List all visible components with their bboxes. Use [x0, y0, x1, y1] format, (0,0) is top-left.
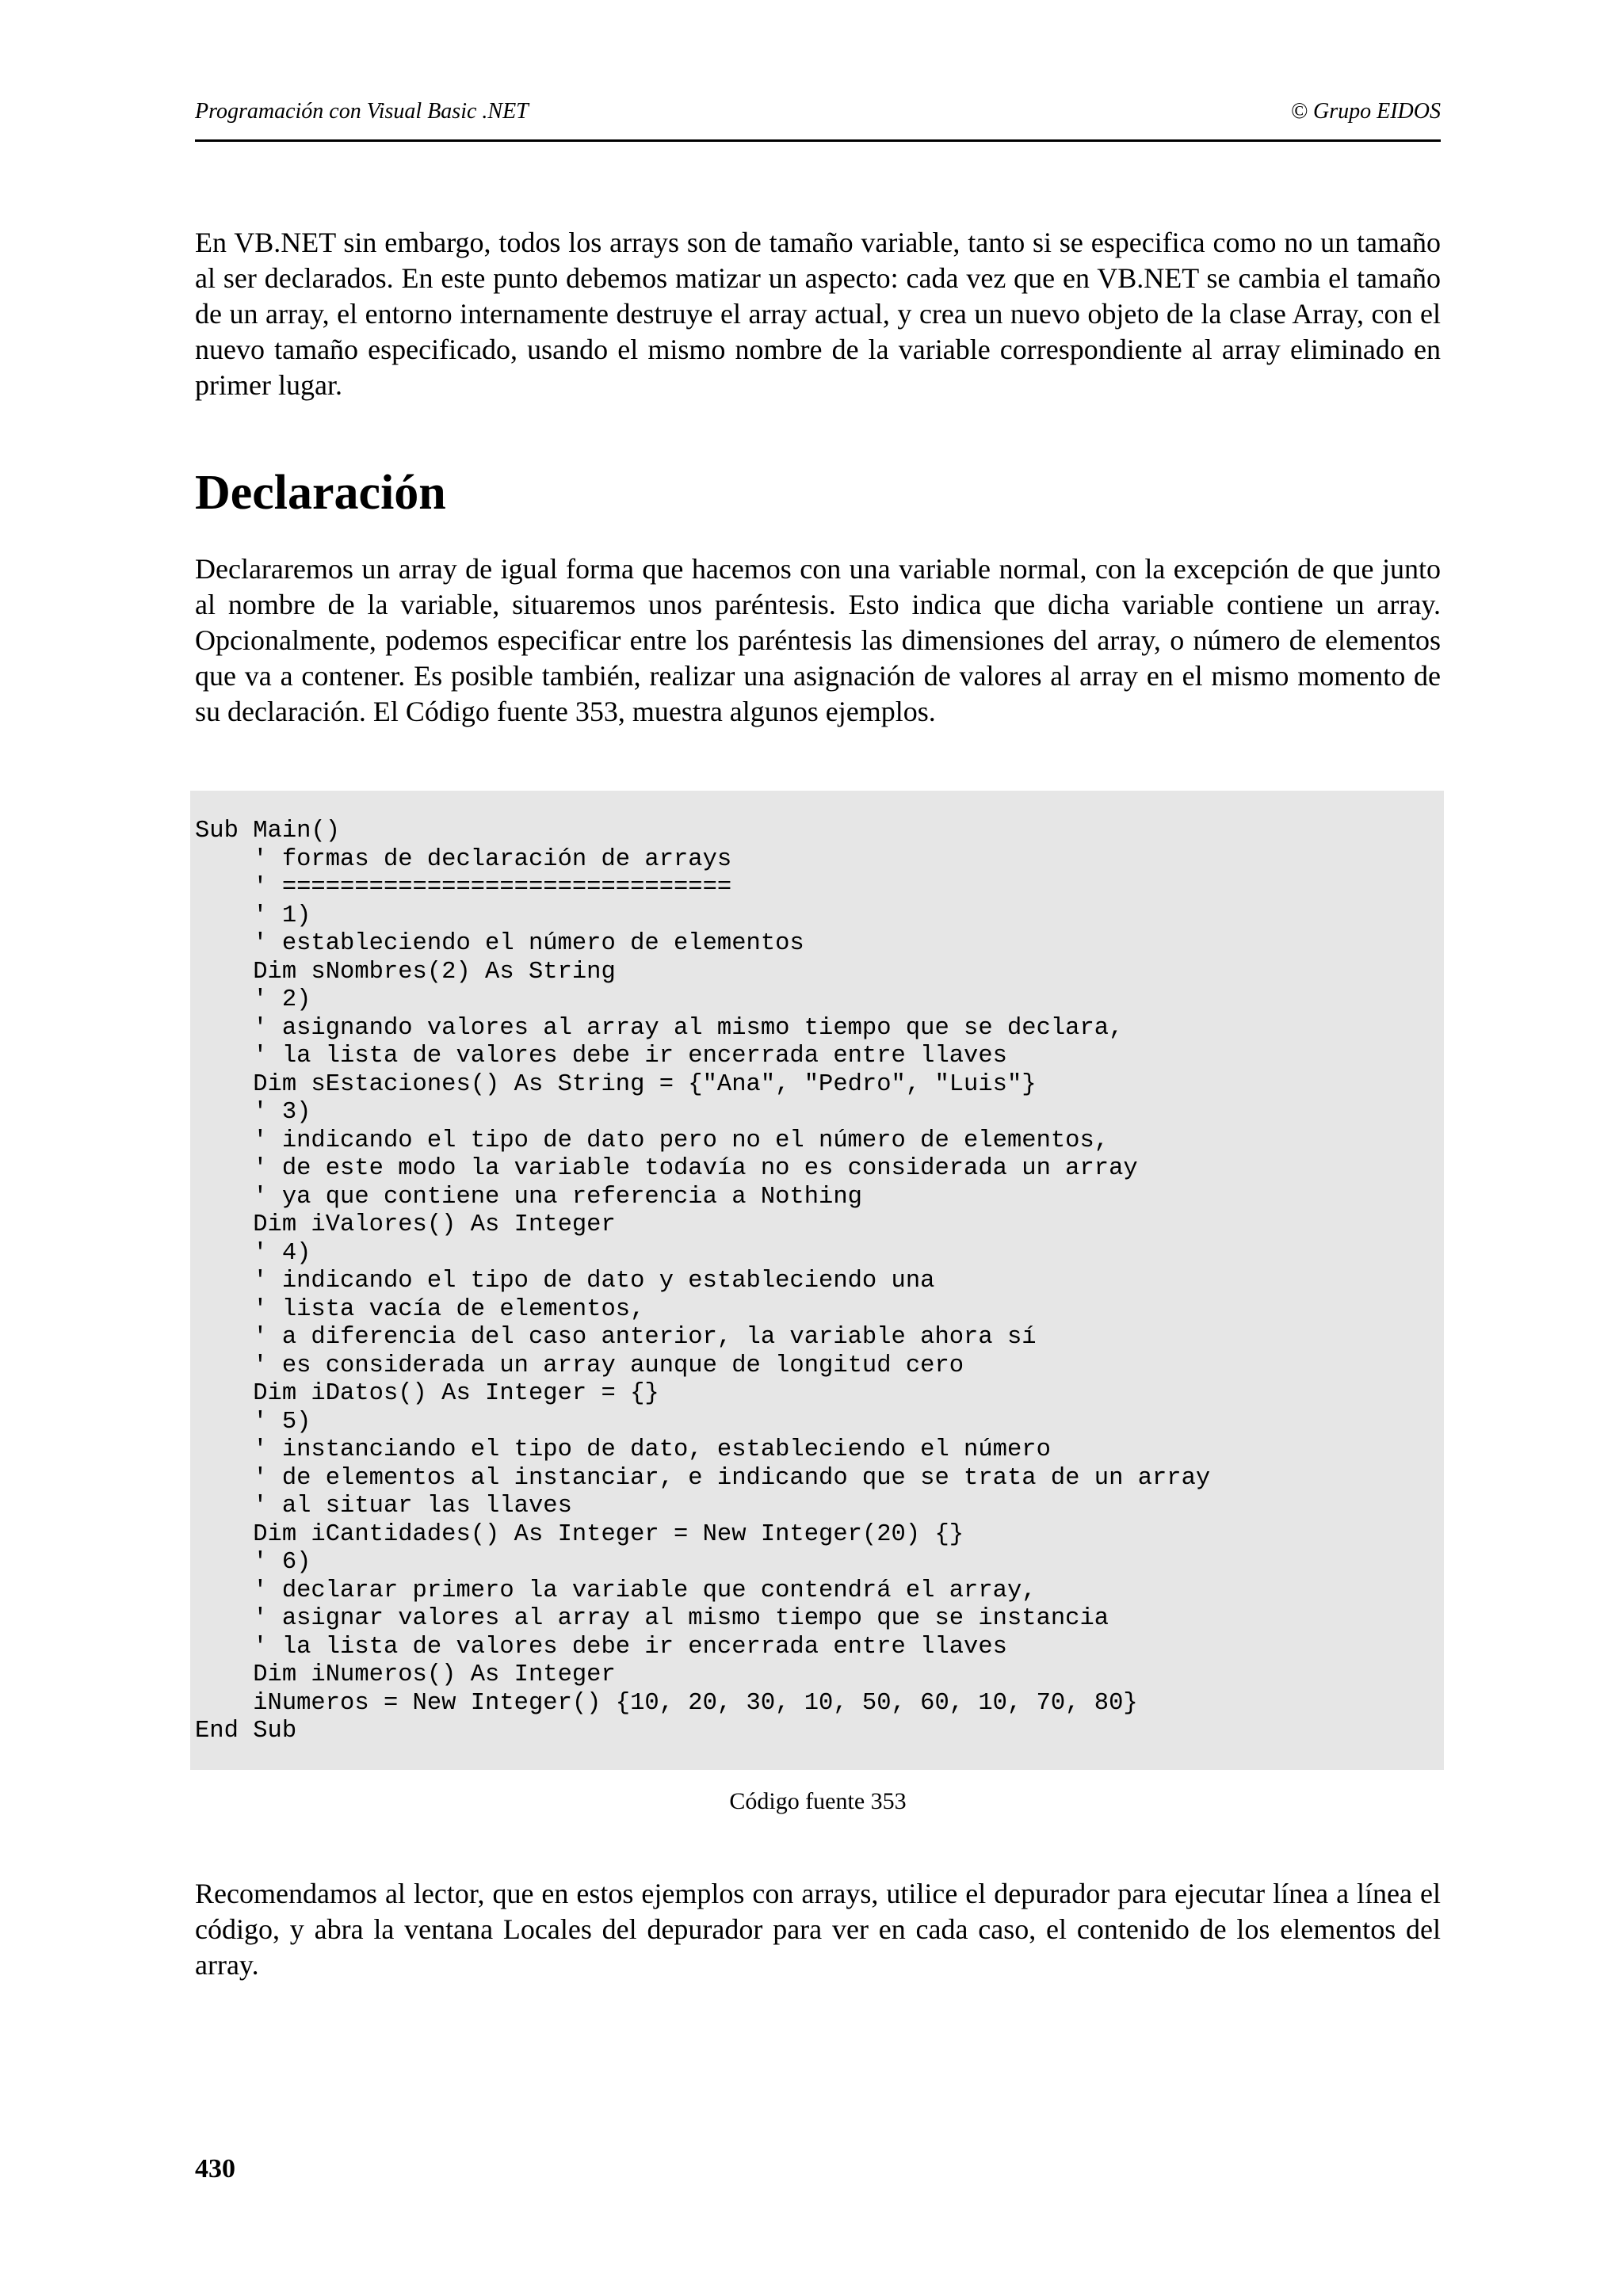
declaration-paragraph: Declararemos un array de igual forma que hacemos con una variable normal, con la excepción de que junto al nombre de la variable, situaremos unos paréntesis. Esto indica que dicha variable contiene un array. Opcionalmente, podemos especificar entre los paréntesis las dimensiones del array, o número de elementos que va a contener. Es posible también, realizar una asignación de valores al array en el mismo momento de su declaración. El Código fuente 353, muestra algunos ejemplos.: [195, 553, 1441, 727]
section-heading: Declaración: [195, 466, 446, 520]
intro-paragraph: En VB.NET sin embargo, todos los arrays son de tamaño variable, tanto si se especifica como no un tamaño al ser declarados. En este punto debemos matizar un aspecto: cada vez que en VB.NET se cambia el tamaño de un array, el entorno internamente destruye el array actual, y crea un nuevo objeto de la clase Array, con el nuevo tamaño especificado, usando el mismo nombre de la variable correspondiente al array eliminado en primer lugar.: [195, 227, 1441, 401]
recommendation-paragraph: Recomendamos al lector, que en estos ejemplos con arrays, utilice el depurador para ejecutar línea a línea el código, y abra la ventana Locales del depurador para ver en cada caso, el contenido de los elementos del array.: [195, 1878, 1441, 1981]
page-number: 430: [195, 2154, 235, 2183]
code-caption: Código fuente 353: [729, 1788, 907, 1814]
header-book-title: Programación con Visual Basic .NET: [195, 99, 529, 124]
code-listing-box: [190, 791, 1444, 1770]
code-listing: Sub Main() ' formas de declaración de arrays ' =============================== ' 1) ' estableciendo el número de elementos Dim sNombres(2) As String ' 2) ' asignando valores al array al mismo tiempo que se declara, ' la lista de valores debe ir encerrada entre llaves Dim sEstaciones() As String = {"Ana", "Pedro", "Luis"} ' 3) ' indicando el tipo de dato pero no el número de elementos, ' de este modo la variable todavía no es considerada un array ' ya que contiene una referencia a Nothing Dim iValores() As Integer ' 4) ' indicando el tipo de dato y estableciendo una ' lista vacía de elementos, ' a diferencia del caso anterior, la variable ahora sí ' es considerada un array aunque de longitud cero Dim iDatos() As Integer = {} ' 5) ' instanciando el tipo de dato, estableciendo el número ' de elementos al instanciar, e indicando que se trata de un array ' al situar las llaves Dim iCantidades() As Integer = New Integer(20) {} ' 6) ' declarar primero la variable que contendrá el array, ' asignar valores al array al mismo tiempo que se instancia ' la lista de valores debe ir encerrada entre llaves Dim iNumeros() As Integer iNumeros = New Integer() {10, 20, 30, 10, 50, 60, 10, 70, 80} End Sub: [195, 818, 1211, 1745]
page-header: [195, 98, 1441, 142]
header-publisher: © Grupo EIDOS: [1290, 99, 1441, 124]
